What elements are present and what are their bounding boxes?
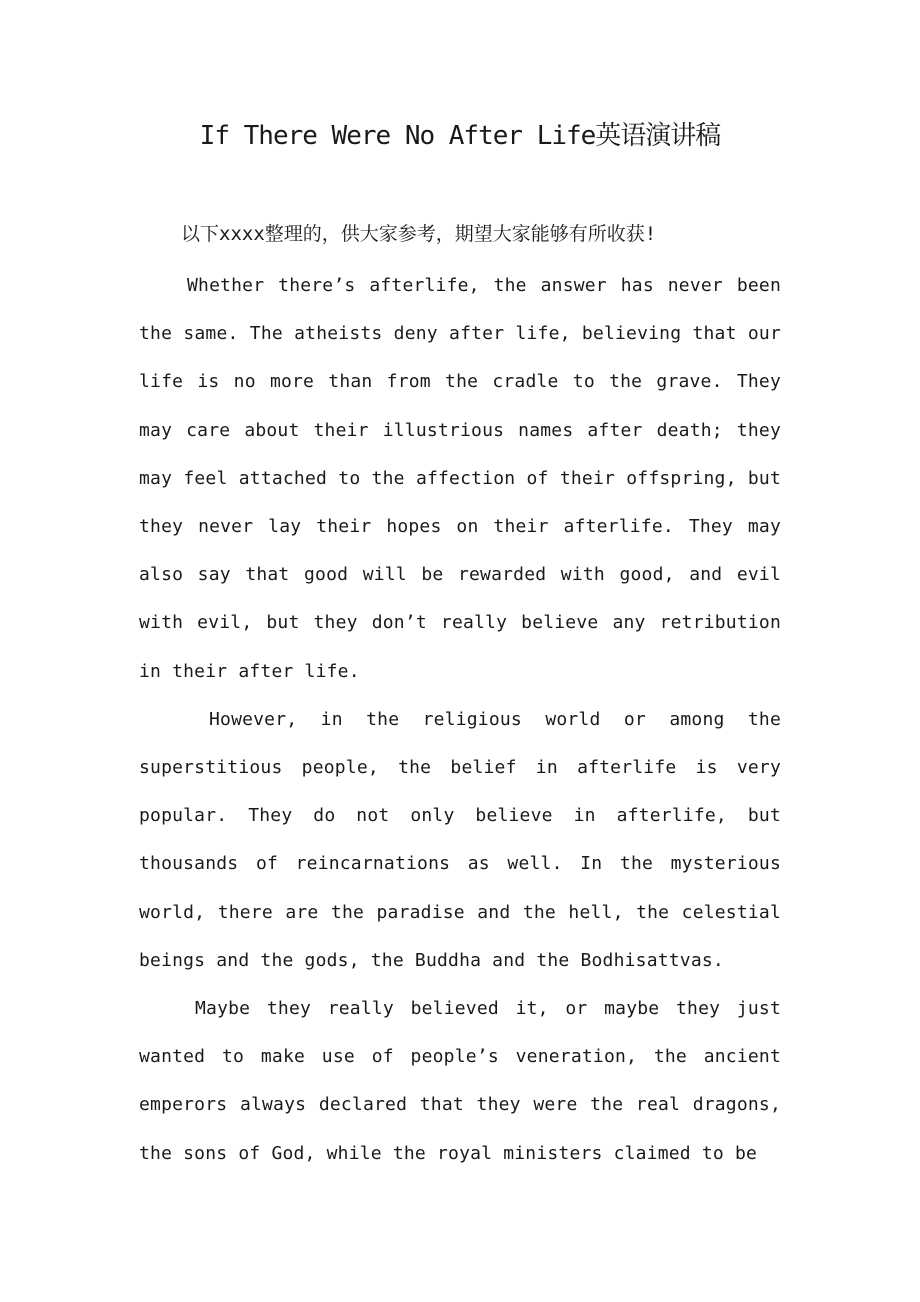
document-title: If There Were No After Life英语演讲稿 [199,121,721,151]
paragraph-1: Whether there’s afterlife, the answer has never been the same. The atheists deny after life, believing that our life is no more than from the cradle to the grave. They may care about their illustrious names after death; they may feel attached to the affection of their offspring, but they never lay their hopes on their afterlife. They may also say that good will be rewarded with good, and evil with evil, but they don’t really believe any retribution in their after life. [139,275,781,682]
paragraph-3: Maybe they really believed it, or maybe they just wanted to make use of people’s veneration, the ancient emperors always declared that they were the real dragons, the sons of God, while the royal ministers claimed to be [139,998,781,1164]
intro-line: 以下xxxx整理的，供大家参考，期望大家能够有所收获! [181,223,657,245]
document-body [139,262,781,1178]
paragraph-2: However, in the religious world or among the superstitious people, the belief in afterlife is very popular. They do not only believe in afterlife, but thousands of reincarnations as well. In the mysterious world, there are the paradise and the hell, the celestial beings and the gods, the Buddha and the Bodhisattvas. [139,708,781,971]
